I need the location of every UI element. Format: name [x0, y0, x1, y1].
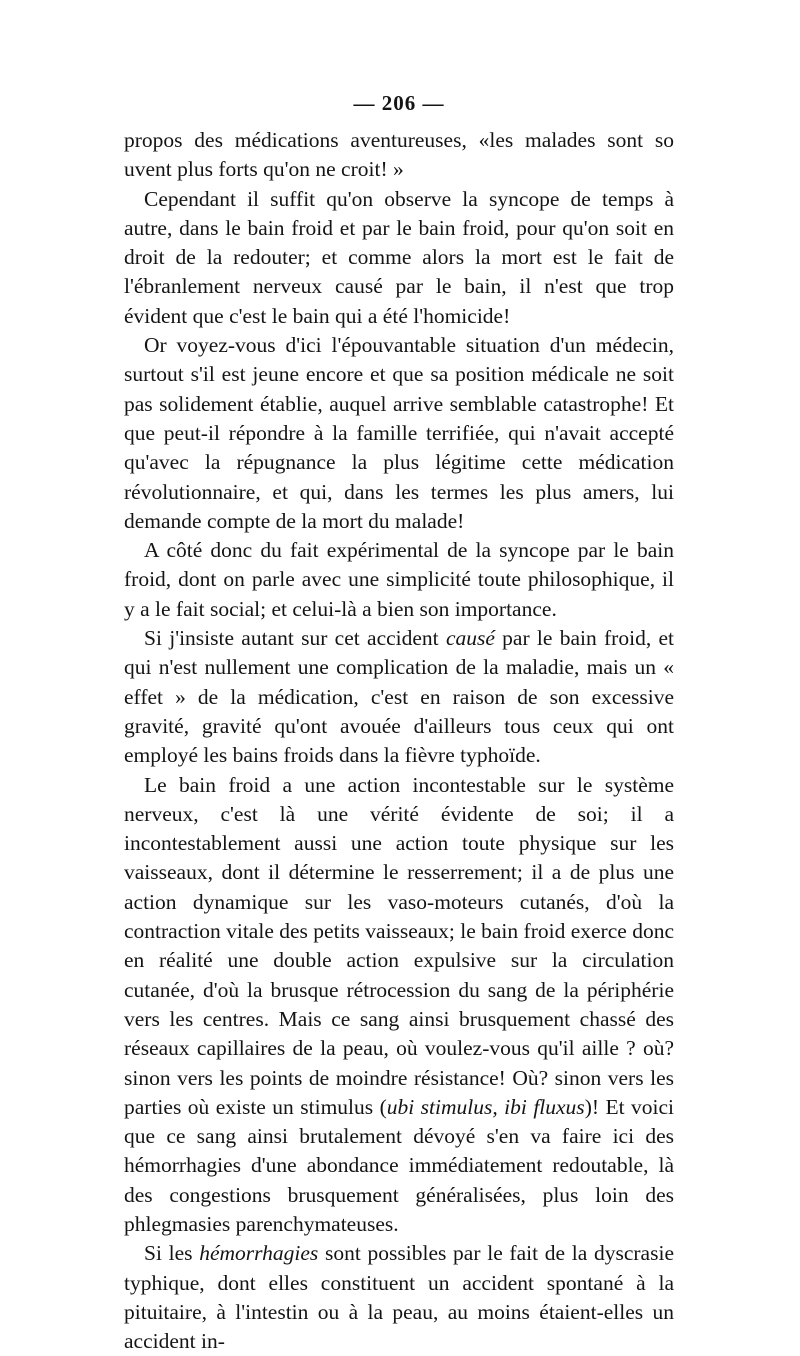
paragraph-p2: [124, 185, 674, 331]
paragraph-text: Cependant il suffit qu'on observe la syncope de temps à autre, dans le bain froid et par le bain froid, pour qu'on soit en droit de la redouter; et comme alors la mort est le fait de l'ébranlement nerveux causé par le bain, il n'est que trop évident que c'est le bain qui a été l'homicide!: [124, 186, 674, 328]
paragraph-p7: [124, 1239, 674, 1356]
paragraph-text: Si j'insiste autant sur cet accident: [144, 626, 446, 651]
paragraph-text: par le bain froid, et qui n'est nullement une complication de la maladie, mais un « effet » de la médication, c'est en raison de son excessive gravité, gravité qu'ont avouée d'ailleurs tous ceux qui ont employé les bains froids dans la fièvre typhoïde.: [124, 626, 674, 768]
paragraph-p3: [124, 331, 674, 536]
body-text: [124, 126, 674, 1356]
italic-text: ubi stimulus, ibi fluxus: [386, 1094, 585, 1119]
paragraph-p6: [124, 771, 674, 1240]
paragraph-text: sont possibles par le fait de la dyscrasie typhique, dont elles constituent un accident spontané à la pituitaire, à l'intestin ou à la peau, au moins étaient-elles un accident in-: [124, 1241, 674, 1354]
page-number: — 206 —: [353, 91, 445, 115]
paragraph-text: Le bain froid a une action incontestable sur le système nerveux, c'est là une vérité évidente de soi; il a incontestablement aussi une action toute physique sur les vaisseaux, dont il détermine le resserrement; il a de plus une action dynamique sur les vaso-moteurs cutanés, d'où la contraction vitale des petits vaisseaux; le bain froid exerce donc en réalité une double action expulsive sur la circulation cutanée, d'où la brusque rétrocession du sang de la périphérie vers les centres. Mais ce sang ainsi brusquement chassé des réseaux capillaires de la peau, où voulez-vous qu'il aille ? où? sinon vers les points de moindre résistance! Où? sinon vers les parties où existe un stimulus (: [124, 772, 674, 1119]
italic-text: hémorrhagies: [199, 1241, 319, 1266]
paragraph-text: propos des médications aventureuses, «les malades sont so uvent plus forts qu'on ne croit! »: [124, 128, 674, 182]
italic-text: causé: [445, 626, 495, 651]
paragraph-text: Si les: [144, 1241, 200, 1266]
paragraph-p4: [124, 536, 674, 624]
paragraph-text: )! Et voici que ce sang ainsi brutalement dévoyé s'en va faire ici des hémorrhagies d'une abondance immédiatement redoutable, là des congestions brusquement généralisées, plus loin des phlegmasies parenchymateuses.: [124, 1094, 674, 1236]
book-page: [124, 88, 674, 1356]
paragraph-p5: [124, 624, 674, 770]
paragraph-p1: [124, 126, 674, 185]
paragraph-text: A côté donc du fait expérimental de la syncope par le bain froid, dont on parle avec une simplicité toute philosophique, il y a le fait social; et celui-là a bien son importance.: [124, 538, 674, 621]
paragraph-text: Or voyez-vous d'ici l'épouvantable situation d'un médecin, surtout s'il est jeune encore et que sa position médicale ne soit pas solidement établie, auquel arrive semblable catastrophe! Et que peut-il répondre à la famille terrifiée, qui n'avait accepté qu'avec la répugnance la plus légitime cette médication révolutionnaire, et qui, dans les termes les plus amers, lui demande compte de la mort du malade!: [124, 333, 674, 533]
